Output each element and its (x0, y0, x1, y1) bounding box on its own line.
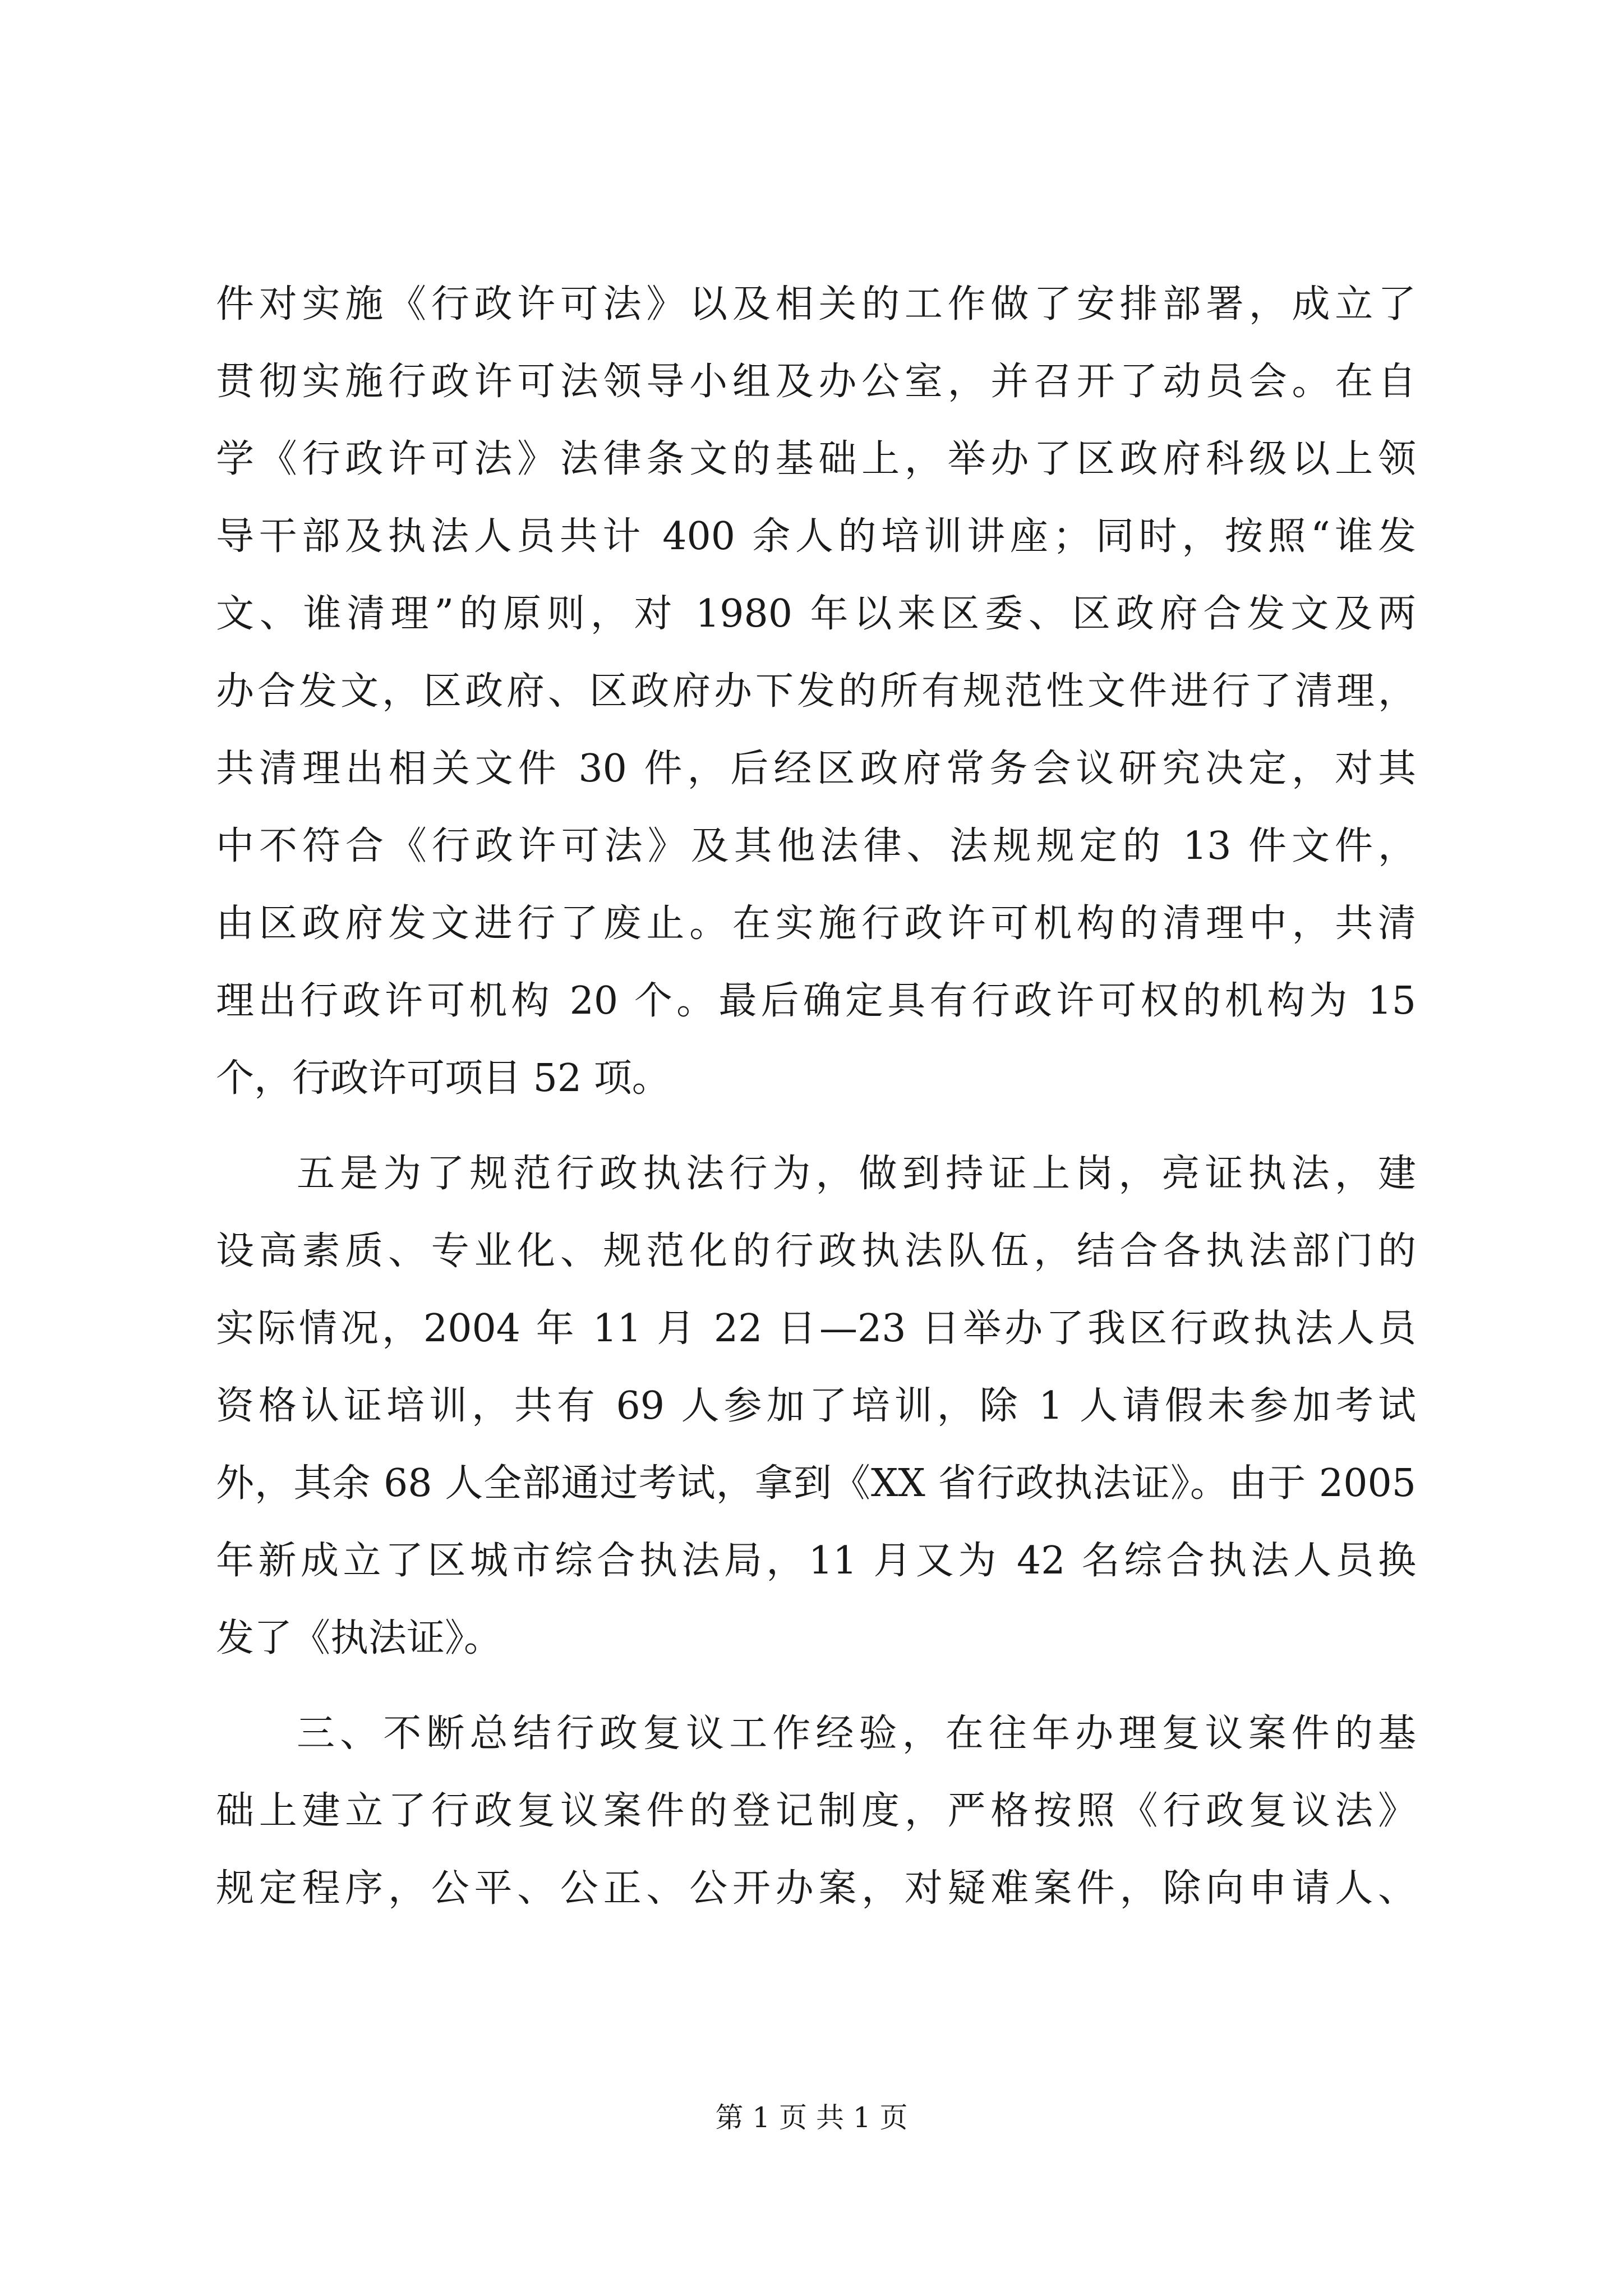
page-number-label: 第 1 页 共 1 页 (715, 2101, 908, 2134)
paragraph-line: 由区政府发文进行了废止。在实施行政许可机构的清理中，共清 (216, 901, 1416, 946)
paragraph-line: 三、不断总结行政复议工作经验，在往年办理复议案件的基 (297, 1711, 1416, 1756)
paragraph-line: 发了《执法证》。 (216, 1616, 502, 1660)
paragraph-line: 共清理出相关文件 30 件，后经区政府常务会议研究决定，对其 (216, 747, 1416, 791)
paragraph-line: 个，行政许可项目 52 项。 (216, 1056, 670, 1101)
paragraph-line: 规定程序，公平、公正、公开办案，对疑难案件，除向申请人、 (216, 1866, 1416, 1911)
paragraph-line: 中不符合《行政许可法》及其他法律、法规规定的 13 件文件， (216, 824, 1416, 868)
paragraph-line: 文、谁清理”的原则，对 1980 年以来区委、区政府合发文及两 (216, 592, 1416, 636)
paragraph-line: 五是为了规范行政执法行为，做到持证上岗，亮证执法，建 (297, 1152, 1416, 1196)
paragraph-line: 办合发文，区政府、区政府办下发的所有规范性文件进行了清理， (216, 669, 1416, 714)
paragraph-line: 学《行政许可法》法律条文的基础上，举办了区政府科级以上领 (216, 437, 1416, 481)
paragraph-line: 贯彻实施行政许可法领导小组及办公室，并召开了动员会。在自 (216, 360, 1416, 404)
document-body (216, 266, 1416, 1927)
paragraph-line: 外，其余 68 人全部通过考试，拿到《XX 省行政执法证》。由于 2005 (216, 1461, 1416, 1506)
page-footer (0, 2098, 1623, 2137)
paragraph-spacer (216, 1677, 1416, 1695)
paragraph-line: 资格认证培训，共有 69 人参加了培训，除 1 人请假未参加考试 (216, 1384, 1416, 1428)
paragraph-line: 设高素质、专业化、规范化的行政执法队伍，结合各执法部门的 (216, 1229, 1416, 1273)
paragraph-line: 导干部及执法人员共计 400 余人的培训讲座；同时，按照“谁发 (216, 514, 1416, 559)
paragraph-spacer (216, 1117, 1416, 1135)
paragraph-line: 理出行政许可机构 20 个。最后确定具有行政许可权的机构为 15 (216, 979, 1416, 1023)
paragraph-line: 实际情况，2004 年 11 月 22 日—23 日举办了我区行政执法人员 (216, 1306, 1416, 1351)
paragraph-line: 年新成立了区城市综合执法局，11 月又为 42 名综合执法人员换 (216, 1539, 1416, 1583)
paragraph-line: 件对实施《行政许可法》以及相关的工作做了安排部署，成立了 (216, 282, 1416, 326)
paragraph-line: 础上建立了行政复议案件的登记制度，严格按照《行政复议法》 (216, 1789, 1416, 1833)
